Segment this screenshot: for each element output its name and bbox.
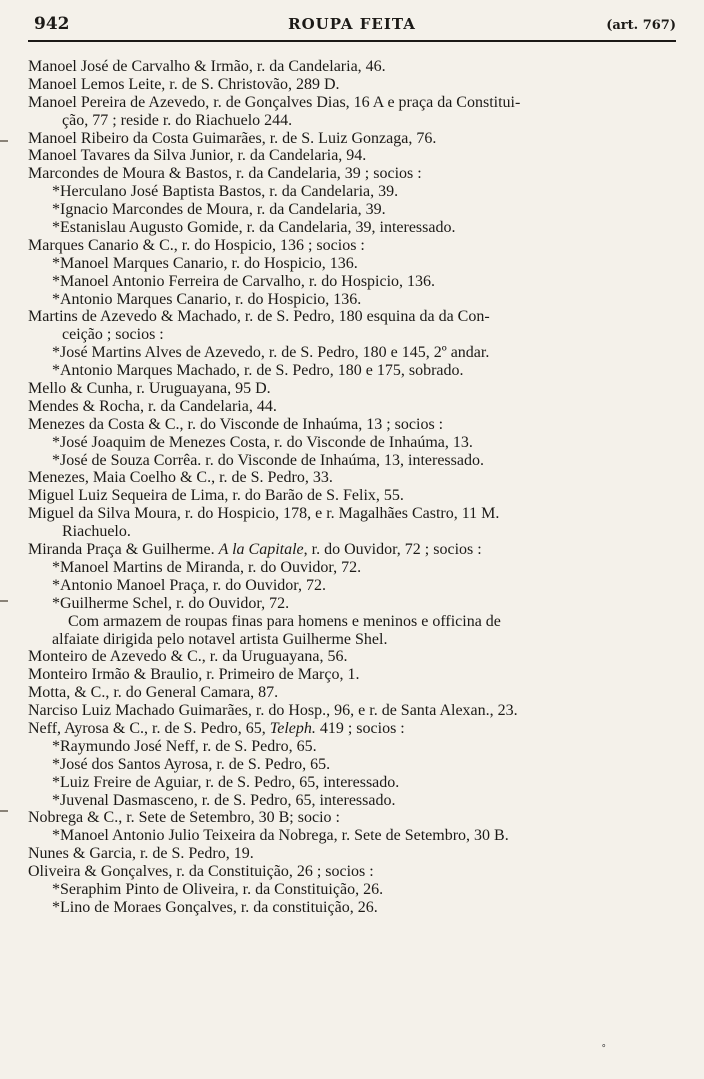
entry-name: Miranda Praça & Guilherme. [28, 541, 215, 559]
partner-line: *Antonio Manoel Praça, r. do Ouvidor, 72. [52, 576, 326, 594]
partner-line: *Manoel Martins de Miranda, r. do Ouvidor, 72. [52, 558, 362, 576]
partner-line: *José dos Santos Ayrosa, r. de S. Pedro, 65. [52, 755, 331, 773]
partner-line: *Guilherme Schel, r. do Ouvidor, 72. [52, 594, 290, 612]
partner-line: *Manoel Antonio Julio Teixeira da Nobrega, r. Sete de Setembro, 30 B. [52, 827, 509, 845]
partner-line: *Luiz Freire de Aguiar, r. de S. Pedro, 65, interessado. [52, 773, 400, 791]
entry-line: Manoel José de Carvalho & Irmão, r. da Candelaria, 46. [28, 58, 386, 75]
entry-address: , r. do Ouvidor, 72 ; socios : [303, 541, 482, 559]
entry-continuation: ceição ; socios : [62, 326, 164, 344]
partner-line: *Juvenal Dasmasceno, r. de S. Pedro, 65, interessado. [52, 791, 396, 809]
entry-line: Nunes & Garcia, r. de S. Pedro, 19. [28, 845, 254, 863]
entry-line: Mello & Cunha, r. Uruguayana, 95 D. [28, 380, 271, 398]
entry-line-neff [28, 720, 684, 738]
entry-line: Motta, & C., r. do General Camara, 87. [28, 684, 279, 702]
partner-line: *Antonio Marques Machado, r. de S. Pedro, 180 e 175, sobrado. [52, 362, 464, 380]
scan-edge-mark [0, 600, 8, 602]
partner-line: *José Joaquim de Menezes Costa, r. do Visconde de Inhaúma, 13. [52, 433, 473, 451]
entry-name: Neff, Ayrosa & C., r. de S. Pedro, 65, [28, 719, 266, 737]
entry-line: Manoel Lemos Leite, r. de S. Christovão, 289 D. [28, 75, 340, 93]
page-header [28, 10, 676, 42]
directory-listing [28, 58, 684, 917]
entry-line: Marcondes de Moura & Bastos, r. da Candelaria, 39 ; socios : [28, 165, 422, 183]
entry-line: Monteiro de Azevedo & C., r. da Uruguayana, 56. [28, 648, 348, 666]
partner-line: *Ignacio Marcondes de Moura, r. da Candelaria, 39. [52, 201, 386, 219]
entry-line: Menezes, Maia Coelho & C., r. de S. Pedro, 33. [28, 469, 333, 487]
scan-edge-mark [0, 810, 8, 812]
entry-line: Nobrega & C., r. Sete de Setembro, 30 B; socio : [28, 809, 340, 827]
telephone-number: 419 ; socios : [319, 719, 405, 737]
partner-line: *Herculano José Baptista Bastos, r. da Candelaria, 39. [52, 183, 399, 201]
note-line: Com armazem de roupas finas para homens e meninos e officina de [68, 612, 501, 630]
entry-line: Manoel Tavares da Silva Junior, r. da Candelaria, 94. [28, 147, 367, 165]
entry-continuation: ção, 77 ; reside r. do Riachuelo 244. [62, 111, 293, 129]
partner-line: *Manoel Antonio Ferreira de Carvalho, r. do Hospicio, 136. [52, 272, 436, 290]
entry-line: Narciso Luiz Machado Guimarães, r. do Hosp., 96, e r. de Santa Alexan., 23. [28, 702, 518, 720]
partner-line: *Lino de Moraes Gonçalves, r. da constituição, 26. [52, 898, 378, 916]
ink-speck: ° [601, 1044, 606, 1054]
partner-line: *Manoel Marques Canario, r. do Hospicio, 136. [52, 254, 358, 272]
entry-line: Martins de Azevedo & Machado, r. de S. Pedro, 180 esquina da da Con- [28, 308, 490, 326]
store-name: A la Capitale [218, 541, 304, 559]
entry-line: Oliveira & Gonçalves, r. da Constituição, 26 ; socios : [28, 863, 374, 881]
note-line: alfaiate dirigida pelo notavel artista Guilherme Shel. [52, 630, 388, 648]
entry-line: Mendes & Rocha, r. da Candelaria, 44. [28, 397, 277, 415]
entry-line-miranda [28, 541, 684, 559]
entry-line: Manoel Ribeiro da Costa Guimarães, r. de S. Luiz Gonzaga, 76. [28, 129, 437, 147]
entry-line: Menezes da Costa & C., r. do Visconde de Inhaúma, 13 ; socios : [28, 415, 444, 433]
entry-continuation: Riachuelo. [62, 523, 131, 541]
partner-line: *José de Souza Corrêa. r. do Visconde de Inhaúma, 13, interessado. [52, 451, 484, 469]
partner-line: *José Martins Alves de Azevedo, r. de S. Pedro, 180 e 145, 2º andar. [52, 344, 490, 362]
partner-line: *Estanislau Augusto Gomide, r. da Candelaria, 39, interessado. [52, 219, 456, 237]
entry-line: Marques Canario & C., r. do Hospicio, 136 ; socios : [28, 236, 365, 254]
section-title: ROUPA FEITA [288, 15, 416, 33]
article-reference: (art. 767) [606, 18, 676, 33]
entry-line: Monteiro Irmão & Braulio, r. Primeiro de Março, 1. [28, 666, 360, 684]
partner-line: *Raymundo José Neff, r. de S. Pedro, 65. [52, 737, 317, 755]
entry-line: Miguel da Silva Moura, r. do Hospicio, 178, e r. Magalhães Castro, 11 M. [28, 505, 500, 523]
page-number: 942 [34, 14, 70, 34]
partner-line: *Seraphim Pinto de Oliveira, r. da Constituição, 26. [52, 880, 384, 898]
entry-line: Manoel Pereira de Azevedo, r. de Gonçalves Dias, 16 A e praça da Constitui- [28, 93, 521, 111]
partner-line: *Antonio Marques Canario, r. do Hospicio, 136. [52, 290, 362, 308]
entry-line: Miguel Luiz Sequeira de Lima, r. do Barão de S. Felix, 55. [28, 487, 404, 505]
scan-edge-mark [0, 140, 8, 142]
telephone-label: Teleph. [269, 719, 316, 737]
